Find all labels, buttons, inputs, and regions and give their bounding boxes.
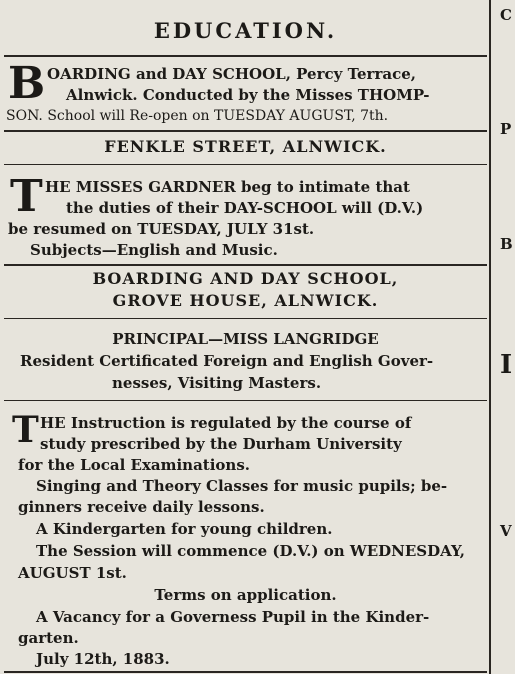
ad-line: Terms on application. xyxy=(154,586,337,604)
adjacent-column-fragment xyxy=(495,0,515,674)
ad-line: nesses, Visiting Masters. xyxy=(112,374,322,392)
ad-line: The Session will commence (D.V.) on WEDNESDAY, xyxy=(36,542,466,560)
ad-line: HE Instruction is regulated by the course of xyxy=(40,414,412,432)
ad-heading: FENKLE STREET, ALNWICK. xyxy=(104,137,387,156)
drop-cap: T xyxy=(10,171,43,222)
rule xyxy=(4,400,487,401)
ad-line: study prescribed by the Durham University xyxy=(40,435,402,453)
ad-date: July 12th, 1883. xyxy=(36,650,170,668)
adjacent-letter: B xyxy=(500,235,513,253)
ad-line: A Vacancy for a Governess Pupil in the Kinder- xyxy=(36,608,430,626)
adjacent-letter: V xyxy=(500,522,512,540)
rule-top xyxy=(4,55,487,57)
ad-line: Singing and Theory Classes for music pupils; be- xyxy=(36,477,448,495)
drop-cap: T xyxy=(12,409,39,451)
rule xyxy=(4,164,487,165)
rule xyxy=(4,130,487,132)
adjacent-letter: P xyxy=(500,120,512,138)
adjacent-letter: I xyxy=(500,350,513,380)
ad-heading: BOARDING AND DAY SCHOOL, xyxy=(92,269,399,288)
column-divider xyxy=(489,0,491,674)
section-heading: EDUCATION. xyxy=(153,18,338,43)
ad-heading: GROVE HOUSE, ALNWICK. xyxy=(112,291,379,310)
principal-line: PRINCIPAL—MISS LANGRIDGE xyxy=(112,330,379,348)
ad-line: HE MISSES GARDNER beg to intimate that xyxy=(45,178,410,196)
ad-line: garten. xyxy=(18,629,79,647)
ad-line: SON. School will Re-open on TUESDAY AUGUST, 7th. xyxy=(6,108,389,124)
rule-bottom xyxy=(4,671,487,673)
ad-line: A Kindergarten for young children. xyxy=(36,520,333,538)
ad-line: OARDING and DAY SCHOOL, Percy Terrace, xyxy=(47,65,416,83)
adjacent-letter: C xyxy=(500,6,512,24)
drop-cap: B xyxy=(8,58,46,109)
ad-line: Alnwick. Conducted by the Misses THOMP- xyxy=(66,86,430,104)
ad-line: be resumed on TUESDAY, JULY 31st. xyxy=(8,220,315,238)
ad-line: the duties of their DAY-SCHOOL will (D.V.) xyxy=(66,199,424,217)
ad-line: Subjects—English and Music. xyxy=(30,241,278,259)
ad-line: Resident Certificated Foreign and English Gover- xyxy=(20,352,434,370)
ad-line: AUGUST 1st. xyxy=(18,564,127,582)
ad-line: for the Local Examinations. xyxy=(18,456,251,474)
rule xyxy=(4,264,487,266)
ad-line: ginners receive daily lessons. xyxy=(18,498,265,516)
rule xyxy=(4,318,487,319)
